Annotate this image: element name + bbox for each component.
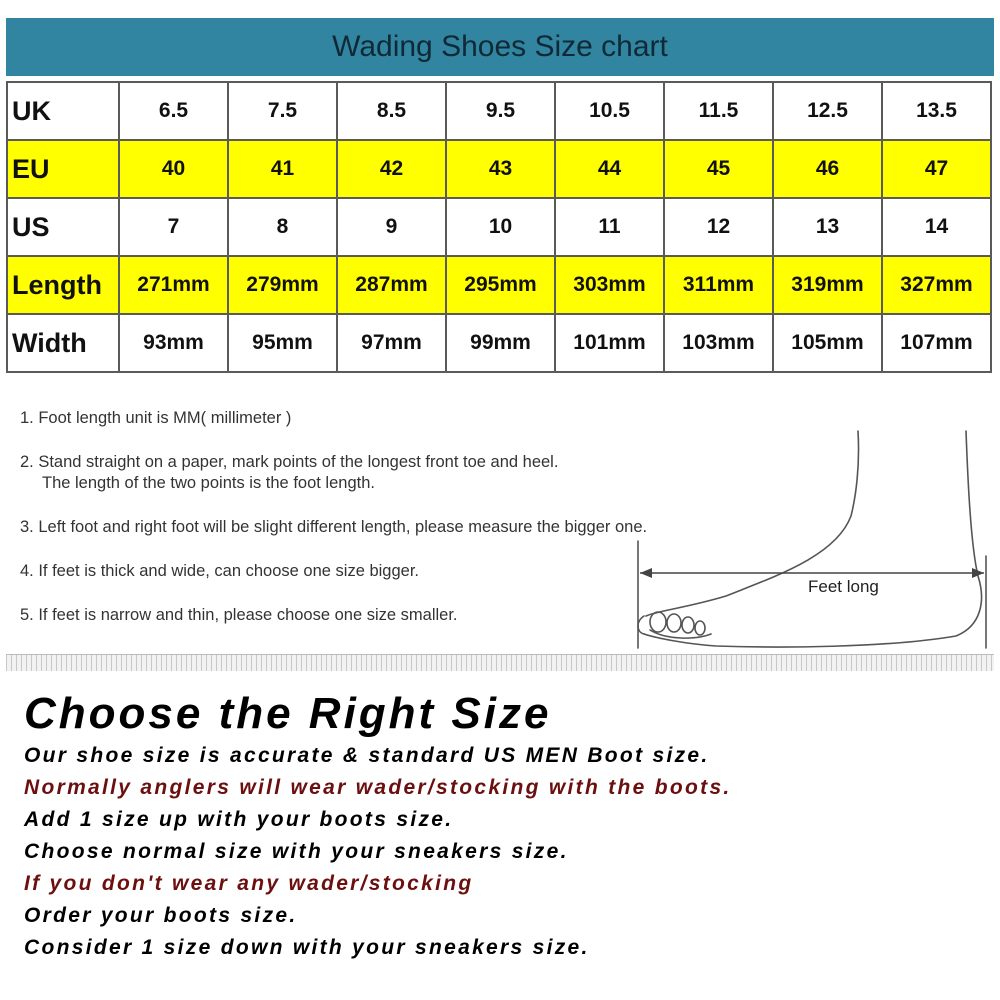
table-cell: 42 (337, 140, 446, 198)
table-cell: 303mm (555, 256, 664, 314)
table-cell: 47 (882, 140, 991, 198)
table-cell: 311mm (664, 256, 773, 314)
table-cell: 107mm (882, 314, 991, 372)
table-cell: 105mm (773, 314, 882, 372)
table-cell: 7.5 (228, 82, 337, 140)
row-label: Length (7, 256, 119, 314)
table-cell: 279mm (228, 256, 337, 314)
row-label: US (7, 198, 119, 256)
table-cell: 8 (228, 198, 337, 256)
row-label: UK (7, 82, 119, 140)
table-cell: 8.5 (337, 82, 446, 140)
size-table (6, 81, 992, 373)
table-cell: 44 (555, 140, 664, 198)
row-label: EU (7, 140, 119, 198)
table-cell: 6.5 (119, 82, 228, 140)
table-row-uk (7, 82, 991, 140)
chart-header (6, 18, 994, 76)
table-cell: 327mm (882, 256, 991, 314)
guide-line: Add 1 size up with your boots size. (24, 808, 454, 831)
table-cell: 271mm (119, 256, 228, 314)
table-cell: 12 (664, 198, 773, 256)
table-cell: 319mm (773, 256, 882, 314)
table-cell: 10 (446, 198, 555, 256)
table-cell: 11 (555, 198, 664, 256)
table-cell: 14 (882, 198, 991, 256)
guide-line: Consider 1 size down with your sneakers size. (24, 936, 590, 959)
table-row-length (7, 256, 991, 314)
table-cell: 11.5 (664, 82, 773, 140)
table-cell: 46 (773, 140, 882, 198)
table-cell: 7 (119, 198, 228, 256)
size-guide-title: Choose the Right Size (24, 689, 552, 738)
table-row-eu (7, 140, 991, 198)
table-cell: 13.5 (882, 82, 991, 140)
table-cell: 99mm (446, 314, 555, 372)
table-cell: 12.5 (773, 82, 882, 140)
table-row-us (7, 198, 991, 256)
table-cell: 13 (773, 198, 882, 256)
guide-line: Our shoe size is accurate & standard US MEN Boot size. (24, 744, 710, 767)
table-row-width (7, 314, 991, 372)
table-cell: 10.5 (555, 82, 664, 140)
table-cell: 95mm (228, 314, 337, 372)
guide-line: If you don't wear any wader/stocking (24, 872, 474, 895)
table-cell: 93mm (119, 314, 228, 372)
table-cell: 41 (228, 140, 337, 198)
size-guide (24, 688, 984, 964)
foot-measure-diagram (626, 426, 996, 656)
feet-long-label: Feet long (808, 577, 879, 596)
instruction-5: 5. If feet is narrow and thin, please choose one size smaller. (20, 606, 458, 624)
table-cell: 40 (119, 140, 228, 198)
row-label: Width (7, 314, 119, 372)
instruction-2: 2. Stand straight on a paper, mark points of the longest front toe and heel. (20, 453, 559, 471)
table-cell: 9 (337, 198, 446, 256)
table-cell: 103mm (664, 314, 773, 372)
table-cell: 45 (664, 140, 773, 198)
chart-title: Wading Shoes Size chart (332, 30, 668, 63)
guide-line: Normally anglers will wear wader/stocking with the boots. (24, 776, 732, 799)
instruction-4: 4. If feet is thick and wide, can choose one size bigger. (20, 562, 419, 580)
instruction-2-continued: The length of the two points is the foot length. (42, 474, 375, 492)
instruction-1: 1. Foot length unit is MM( millimeter ) (20, 409, 292, 427)
ruler-strip (6, 654, 994, 671)
table-cell: 43 (446, 140, 555, 198)
table-cell: 97mm (337, 314, 446, 372)
table-cell: 101mm (555, 314, 664, 372)
instruction-3: 3. Left foot and right foot will be slight different length, please measure the bigger one. (20, 518, 648, 536)
table-cell: 295mm (446, 256, 555, 314)
measuring-instructions (6, 386, 994, 671)
table-cell: 287mm (337, 256, 446, 314)
guide-line: Choose normal size with your sneakers size. (24, 840, 569, 863)
guide-line: Order your boots size. (24, 904, 298, 927)
table-cell: 9.5 (446, 82, 555, 140)
